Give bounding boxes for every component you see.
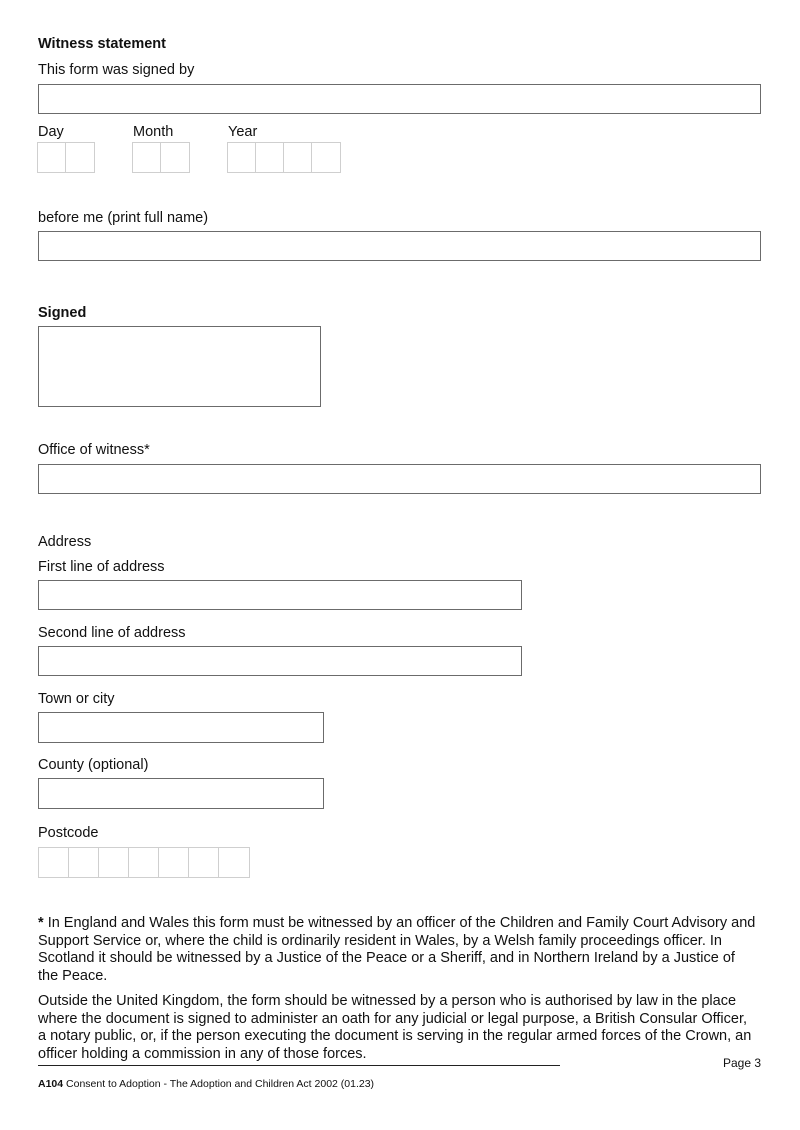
month-input[interactable]: [132, 142, 190, 173]
footnote-outside-uk: Outside the United Kingdom, the form should be witnessed by a person who is authorised by law in the place where the document is signed to administer an oath for any judicial or legal purpose, a British Consular Officer, a notary public, or, if the person executing the document is serving in the regular armed forces of the Crown, an officer holding a commission in any of those forces.: [38, 993, 752, 1062]
form-title: Consent to Adoption - The Adoption and Children Act 2002 (01.23): [66, 1078, 375, 1090]
form-footer: [38, 1078, 374, 1090]
footnote-text-uk: In England and Wales this form must be witnessed by an officer of the Children and Family Court Advisory and Support Service or, where the child is ordinarily resident in Wales, by a Welsh family proceedings officer. In Scotland it should be witnessed by a Justice of the Peace or a Sheriff, and in Northern Ireland by a Justice of the Peace.: [38, 915, 756, 984]
footer-divider: [38, 1065, 560, 1066]
month-label: Month: [133, 124, 174, 140]
county-input[interactable]: [38, 778, 324, 809]
town-label: Town or city: [38, 691, 115, 707]
year-input[interactable]: [227, 142, 341, 173]
signature-box[interactable]: [38, 326, 321, 407]
before-me-input[interactable]: [38, 231, 761, 261]
postcode-label: Postcode: [38, 825, 99, 841]
postcode-cell[interactable]: [69, 848, 99, 877]
year-digit-cell[interactable]: [284, 143, 312, 172]
form-code: A104: [38, 1078, 64, 1090]
year-digit-cell[interactable]: [228, 143, 256, 172]
day-digit-cell[interactable]: [38, 143, 66, 172]
month-digit-cell[interactable]: [161, 143, 189, 172]
postcode-cell[interactable]: [189, 848, 219, 877]
signed-label: Signed: [38, 305, 87, 321]
address-heading: Address: [38, 534, 92, 550]
before-me-label: before me (print full name): [38, 210, 209, 226]
address-line1-label: First line of address: [38, 559, 165, 575]
footnote-asterisk: *: [38, 915, 44, 931]
section-heading: Witness statement: [38, 36, 166, 52]
signed-by-input[interactable]: [38, 84, 761, 114]
postcode-input[interactable]: [38, 847, 250, 878]
year-label: Year: [228, 124, 258, 140]
day-input[interactable]: [37, 142, 95, 173]
postcode-cell[interactable]: [99, 848, 129, 877]
office-label: Office of witness*: [38, 442, 150, 458]
page-number: Page 3: [723, 1056, 762, 1070]
postcode-cell[interactable]: [159, 848, 189, 877]
address-line1-input[interactable]: [38, 580, 522, 610]
postcode-cell[interactable]: [129, 848, 159, 877]
day-digit-cell[interactable]: [66, 143, 94, 172]
day-label: Day: [38, 124, 64, 140]
town-input[interactable]: [38, 712, 324, 743]
postcode-cell[interactable]: [219, 848, 249, 877]
county-label: County (optional): [38, 757, 149, 773]
year-digit-cell[interactable]: [312, 143, 340, 172]
address-line2-label: Second line of address: [38, 625, 186, 641]
office-input[interactable]: [38, 464, 761, 494]
address-line2-input[interactable]: [38, 646, 522, 676]
signed-by-label: This form was signed by: [38, 62, 195, 78]
footnote-witness: [38, 915, 758, 985]
postcode-cell[interactable]: [39, 848, 69, 877]
month-digit-cell[interactable]: [133, 143, 161, 172]
year-digit-cell[interactable]: [256, 143, 284, 172]
